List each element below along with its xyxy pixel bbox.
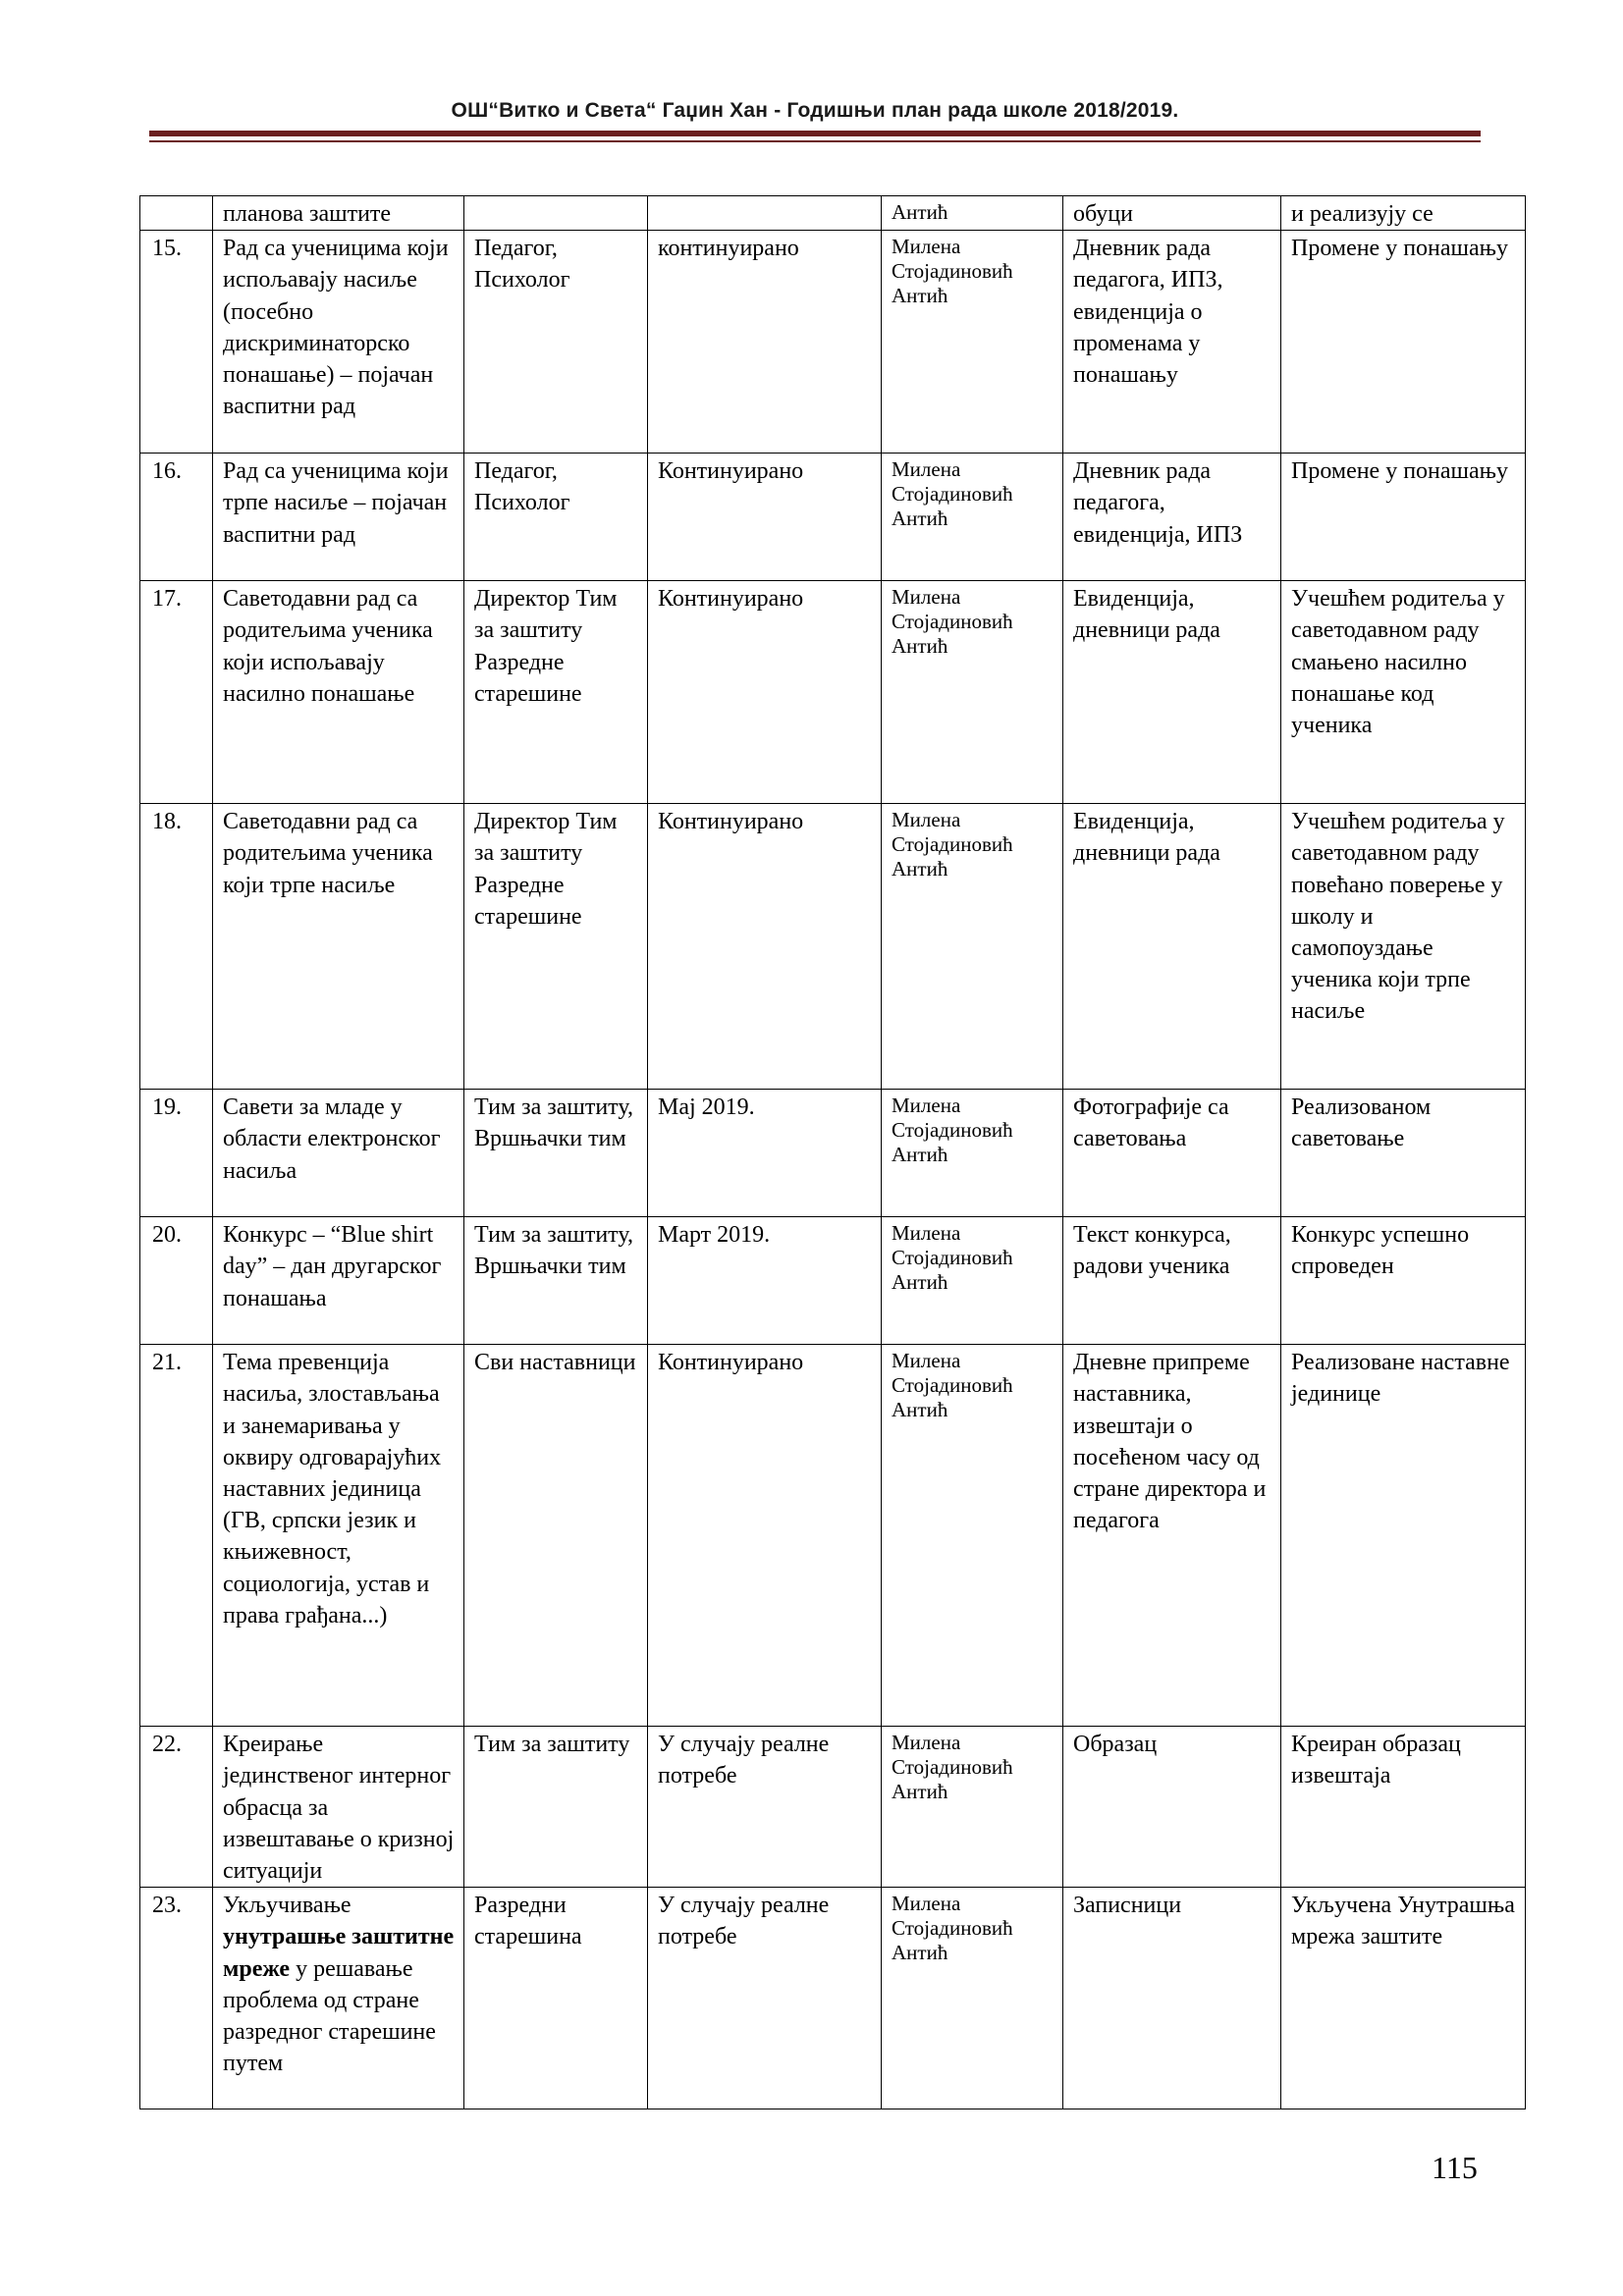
table-row — [140, 454, 1526, 581]
header-rule-thick — [149, 131, 1481, 136]
participants-cell: Директор Тим за заштиту Разредне старешине — [464, 581, 648, 804]
activity-text: у решавање проблема од стране разредног старешине путем — [223, 1955, 436, 2077]
row-number: 19. — [140, 1090, 213, 1217]
row-number: 17. — [140, 581, 213, 804]
activity-cell: Рад са ученицима који трпе насиље – појачан васпитни рад — [213, 454, 464, 581]
outcome-cell: Укључена Унутрашња мрежа заштите — [1281, 1888, 1526, 2109]
evidence-cell: Записници — [1063, 1888, 1281, 2109]
page-number: 115 — [1432, 2150, 1478, 2185]
header-rule-thin — [149, 140, 1481, 142]
time-cell: Континуирано — [648, 454, 882, 581]
activity-cell: Конкурс – “Blue shirt day” – дан другарског понашања — [213, 1217, 464, 1345]
activity-cell — [213, 1888, 464, 2109]
table-row — [140, 1217, 1526, 1345]
responsible-cell: Милена Стојадиновић Антић — [882, 804, 1063, 1090]
row-number: 16. — [140, 454, 213, 581]
time-cell: У случају реалне потребе — [648, 1888, 882, 2109]
activity-cell: Креирање јединственог интерног обрасца за извештавање о кризној ситуацији — [213, 1727, 464, 1888]
evidence-cell: Фотографије са саветовања — [1063, 1090, 1281, 1217]
activity-cell: Саветодавни рад са родитељима ученика који трпе насиље — [213, 804, 464, 1090]
participants-cell: Разредни старешина — [464, 1888, 648, 2109]
outcome-cell: Реализованом саветовање — [1281, 1090, 1526, 1217]
activity-text: Укључивање — [223, 1893, 352, 1919]
outcome-cell: Учешћем родитеља у саветодавном раду повећано поверење у школу и самопоуздање ученика који трпе насиље — [1281, 804, 1526, 1090]
row-number — [140, 196, 213, 231]
protection-plan-table — [139, 195, 1526, 2109]
time-cell: Континуирано — [648, 581, 882, 804]
participants-cell: Тим за заштиту — [464, 1727, 648, 1888]
responsible-cell: Милена Стојадиновић Антић — [882, 1727, 1063, 1888]
evidence-cell: Евиденција, дневници рада — [1063, 581, 1281, 804]
page-header-title: ОШ“Витко и Света“ Гаџин Хан - Годишњи план рада школе 2018/2019. — [451, 99, 1179, 122]
table-row — [140, 231, 1526, 454]
participants-cell — [464, 196, 648, 231]
activity-emphasis: унутрашње заштитне мреже — [223, 1924, 455, 1982]
activity-cell: Рад са ученицима који испољавају насиље (посебно дискриминаторско понашање) – појачан васпитни рад — [213, 231, 464, 454]
table-row — [140, 1727, 1526, 1888]
evidence-cell: Дневник рада педагога, евиденција, ИПЗ — [1063, 454, 1281, 581]
activity-cell: Савети за младе у области електронског насиља — [213, 1090, 464, 1217]
table-row — [140, 1888, 1526, 2109]
responsible-cell: Милена Стојадиновић Антић — [882, 454, 1063, 581]
responsible-cell: Антић — [882, 196, 1063, 231]
evidence-cell: обуци — [1063, 196, 1281, 231]
time-cell: Мај 2019. — [648, 1090, 882, 1217]
time-cell: У случају реалне потребе — [648, 1727, 882, 1888]
evidence-cell: Дневник рада педагога, ИПЗ, евиденција о променама у понашању — [1063, 231, 1281, 454]
table-row — [140, 1345, 1526, 1727]
evidence-cell: Евиденција, дневници рада — [1063, 804, 1281, 1090]
time-cell: Март 2019. — [648, 1217, 882, 1345]
row-number: 18. — [140, 804, 213, 1090]
evidence-cell: Дневне припреме наставника, извештаји о посећеном часу од стране директора и педагога — [1063, 1345, 1281, 1727]
row-number: 15. — [140, 231, 213, 454]
table-row — [140, 804, 1526, 1090]
responsible-cell: Милена Стојадиновић Антић — [882, 581, 1063, 804]
participants-cell: Сви наставници — [464, 1345, 648, 1727]
time-cell — [648, 196, 882, 231]
outcome-cell: Промене у понашању — [1281, 454, 1526, 581]
activity-cell: Тема превенција насиља, злостављања и занемаривања у оквиру одговарајућих наставних јединица (ГВ, српски језик и књижевност, социологија, устав и права грађана...) — [213, 1345, 464, 1727]
responsible-cell: Милена Стојадиновић Антић — [882, 1345, 1063, 1727]
participants-cell: Педагог, Психолог — [464, 231, 648, 454]
row-number: 21. — [140, 1345, 213, 1727]
evidence-cell: Текст конкурса, радови ученика — [1063, 1217, 1281, 1345]
outcome-cell: Креиран образац извештаја — [1281, 1727, 1526, 1888]
row-number: 23. — [140, 1888, 213, 2109]
outcome-cell: Промене у понашању — [1281, 231, 1526, 454]
participants-cell: Тим за заштиту, Вршњачки тим — [464, 1090, 648, 1217]
activity-cell: Саветодавни рад са родитељима ученика који испољавају насилно понашање — [213, 581, 464, 804]
table-row — [140, 196, 1526, 231]
activity-cell: планова заштите — [213, 196, 464, 231]
table-row — [140, 581, 1526, 804]
outcome-cell: Реализоване наставне јединице — [1281, 1345, 1526, 1727]
outcome-cell: Учешћем родитеља у саветодавном раду смањено насилно понашање код ученика — [1281, 581, 1526, 804]
responsible-cell: Милена Стојадиновић Антић — [882, 1888, 1063, 2109]
row-number: 20. — [140, 1217, 213, 1345]
responsible-cell: Милена Стојадиновић Антић — [882, 231, 1063, 454]
row-number: 22. — [140, 1727, 213, 1888]
time-cell: Континуирано — [648, 1345, 882, 1727]
participants-cell: Тим за заштиту, Вршњачки тим — [464, 1217, 648, 1345]
time-cell: континуирано — [648, 231, 882, 454]
outcome-cell: и реализују се — [1281, 196, 1526, 231]
outcome-cell: Конкурс успешно спроведен — [1281, 1217, 1526, 1345]
evidence-cell: Образац — [1063, 1727, 1281, 1888]
participants-cell: Педагог, Психолог — [464, 454, 648, 581]
participants-cell: Директор Тим за заштиту Разредне старешине — [464, 804, 648, 1090]
table-row — [140, 1090, 1526, 1217]
responsible-cell: Милена Стојадиновић Антић — [882, 1217, 1063, 1345]
responsible-cell: Милена Стојадиновић Антић — [882, 1090, 1063, 1217]
time-cell: Континуирано — [648, 804, 882, 1090]
